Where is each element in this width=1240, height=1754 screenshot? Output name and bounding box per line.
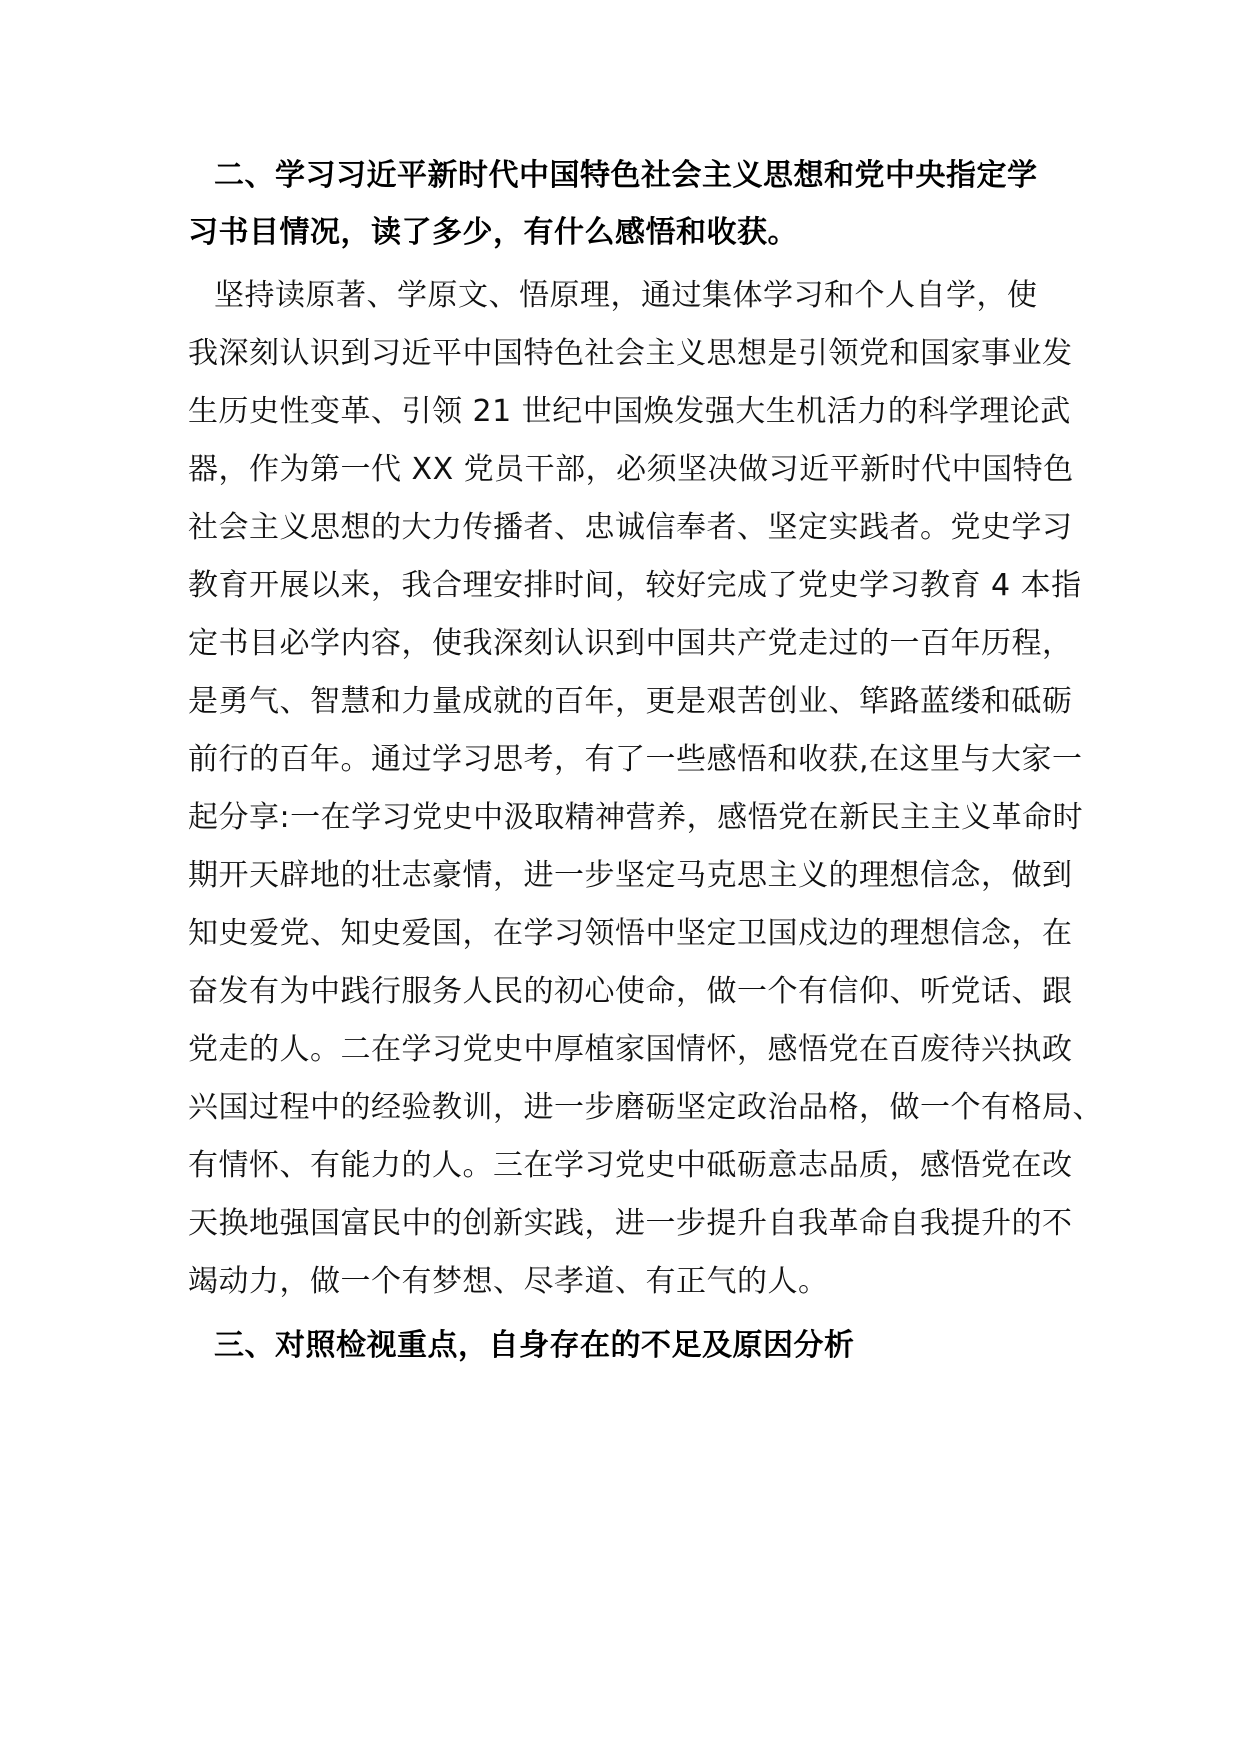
body-line: 兴国过程中的经验教训，进一步磨砺坚定政治品格，做一个有格局、 [188, 1090, 1103, 1125]
body-line: 社会主义思想的大力传播者、忠诚信奉者、坚定实践者。党史学习 [188, 510, 1073, 545]
body-line: 天换地强国富民中的创新实践，进一步提升自我革命自我提升的不 [188, 1206, 1073, 1241]
body-line: 生历史性变革、引领 21 世纪中国焕发强大生机活力的科学理论武 [188, 394, 1071, 429]
body-line: 坚持读原著、学原文、悟原理，通过集体学习和个人自学，使 [214, 278, 1038, 313]
body-line: 教育开展以来，我合理安排时间，较好完成了党史学习教育 4 本指 [188, 568, 1082, 603]
body-line: 定书目必学内容，使我深刻认识到中国共产党走过的一百年历程， [188, 626, 1073, 661]
section-heading-2-line-1: 二、学习习近平新时代中国特色社会主义思想和党中央指定学 [214, 158, 1038, 193]
body-line: 党走的人。二在学习党史中厚植家国情怀，感悟党在百废待兴执政 [188, 1032, 1073, 1067]
body-line: 前行的百年。通过学习思考，有了一些感悟和收获,在这里与大家一 [188, 742, 1083, 777]
body-line: 是勇气、智慧和力量成就的百年，更是艰苦创业、筚路蓝缕和砥砺 [188, 684, 1073, 719]
body-line: 竭动力，做一个有梦想、尽孝道、有正气的人。 [188, 1264, 829, 1299]
body-line: 器，作为第一代 XX 党员干部，必须坚决做习近平新时代中国特色 [188, 452, 1074, 487]
body-line: 起分享:一在学习党史中汲取精神营养，感悟党在新民主主义革命时 [188, 800, 1084, 835]
body-line: 我深刻认识到习近平中国特色社会主义思想是引领党和国家事业发 [188, 336, 1073, 371]
body-line: 知史爱党、知史爱国，在学习领悟中坚定卫国戍边的理想信念，在 [188, 916, 1073, 951]
section-heading-3: 三、对照检视重点，自身存在的不足及原因分析 [214, 1328, 855, 1363]
body-line: 奋发有为中践行服务人民的初心使命，做一个有信仰、听党话、跟 [188, 974, 1073, 1009]
body-line: 有情怀、有能力的人。三在学习党史中砥砺意志品质，感悟党在改 [188, 1148, 1073, 1183]
body-line: 期开天辟地的壮志豪情，进一步坚定马克思主义的理想信念，做到 [188, 858, 1073, 893]
section-heading-2-line-2: 习书目情况，读了多少，有什么感悟和收获。 [188, 215, 798, 250]
